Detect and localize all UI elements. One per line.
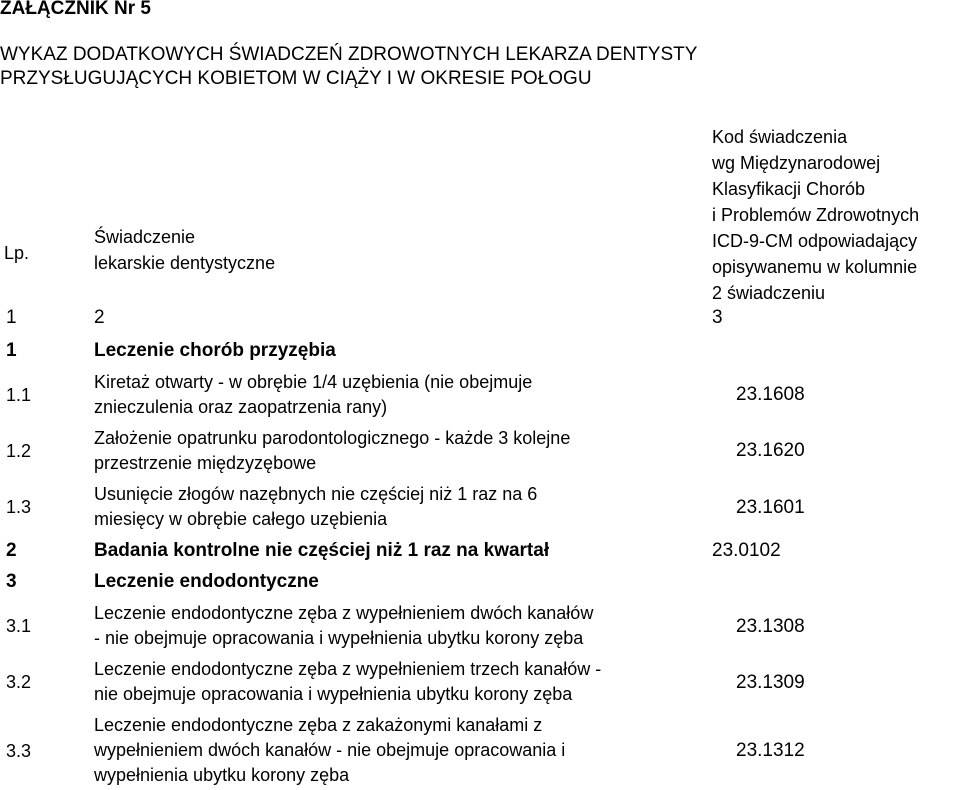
row-lp: 1 bbox=[6, 340, 17, 361]
row-service: Leczenie chorób przyzębia bbox=[94, 340, 336, 361]
row-service-line: znieczulenia oraz zaopatrzenia rany) bbox=[94, 397, 388, 417]
row-service-line: - nie obejmuje opracowania i wypełnienia ubytku korony zęba bbox=[94, 628, 584, 648]
header-code-line: Kod świadczenia bbox=[712, 127, 848, 147]
header-code-line: i Problemów Zdrowotnych bbox=[712, 205, 920, 225]
row-code: 23.1312 bbox=[736, 740, 805, 761]
row-lp: 1.1 bbox=[6, 385, 32, 405]
row-lp: 3.3 bbox=[6, 741, 32, 761]
row-lp: 1.2 bbox=[6, 441, 32, 461]
document-title-line-1: WYKAZ DODATKOWYCH ŚWIADCZEŃ ZDROWOTNYCH LEKARZA DENTYSTY bbox=[0, 44, 698, 65]
header-code-line: Klasyfikacji Chorób bbox=[712, 179, 866, 199]
row-lp: 3.1 bbox=[6, 616, 32, 636]
row-service-line: przestrzenie międzyzębowe bbox=[94, 453, 317, 473]
column-number: 1 bbox=[6, 307, 17, 328]
header-code-line: ICD-9-CM odpowiadający bbox=[712, 231, 918, 251]
header-service-line-2: lekarskie dentystyczne bbox=[94, 253, 276, 273]
header-lp: Lp. bbox=[4, 243, 30, 263]
row-service-line: wypełnienia ubytku korony zęba bbox=[94, 765, 350, 785]
row-code: 23.1608 bbox=[736, 384, 805, 405]
row-lp: 3.2 bbox=[6, 672, 32, 692]
row-code: 23.1620 bbox=[736, 440, 805, 461]
row-code: 23.1308 bbox=[736, 616, 805, 637]
row-service: Leczenie endodontyczne bbox=[94, 571, 319, 592]
row-service-line: miesięcy w obrębie całego uzębienia bbox=[94, 509, 388, 529]
header-service-line-1: Świadczenie bbox=[94, 227, 196, 247]
row-code: 23.1309 bbox=[736, 672, 805, 693]
document-title-line-2: PRZYSŁUGUJĄCYCH KOBIETOM W CIĄŻY I W OKRESIE POŁOGU bbox=[0, 68, 592, 89]
row-service-line: Usunięcie złogów nazębnych nie częściej niż 1 raz na 6 bbox=[94, 484, 538, 504]
header-code-line: wg Międzynarodowej bbox=[712, 153, 881, 173]
row-service: Badania kontrolne nie częściej niż 1 raz na kwartał bbox=[94, 540, 550, 561]
row-lp: 2 bbox=[6, 540, 17, 561]
column-number: 3 bbox=[712, 307, 723, 328]
row-service-line: Leczenie endodontyczne zęba z wypełnieniem trzech kanałów - bbox=[94, 659, 602, 679]
row-service-line: Założenie opatrunku parodontologicznego - każde 3 kolejne bbox=[94, 428, 571, 448]
row-service-line: Leczenie endodontyczne zęba z zakażonymi kanałami z bbox=[94, 715, 543, 735]
row-service-line: wypełnieniem dwóch kanałów - nie obejmuje opracowania i bbox=[94, 740, 566, 760]
attachment-label: ZAŁĄCZNIK Nr 5 bbox=[0, 0, 151, 19]
row-service-line: Kiretaż otwarty - w obrębie 1/4 uzębienia (nie obejmuje bbox=[94, 372, 533, 392]
column-number: 2 bbox=[94, 307, 105, 328]
row-service-line: Leczenie endodontyczne zęba z wypełnieniem dwóch kanałów bbox=[94, 603, 594, 623]
row-code: 23.1601 bbox=[736, 497, 805, 518]
row-code: 23.0102 bbox=[712, 540, 781, 561]
header-code-line: opisywanemu w kolumnie bbox=[712, 257, 918, 277]
row-service-line: nie obejmuje opracowania i wypełnienia ubytku korony zęba bbox=[94, 684, 573, 704]
header-code-line: 2 świadczeniu bbox=[712, 283, 826, 303]
row-lp: 3 bbox=[6, 571, 17, 592]
row-lp: 1.3 bbox=[6, 497, 32, 517]
